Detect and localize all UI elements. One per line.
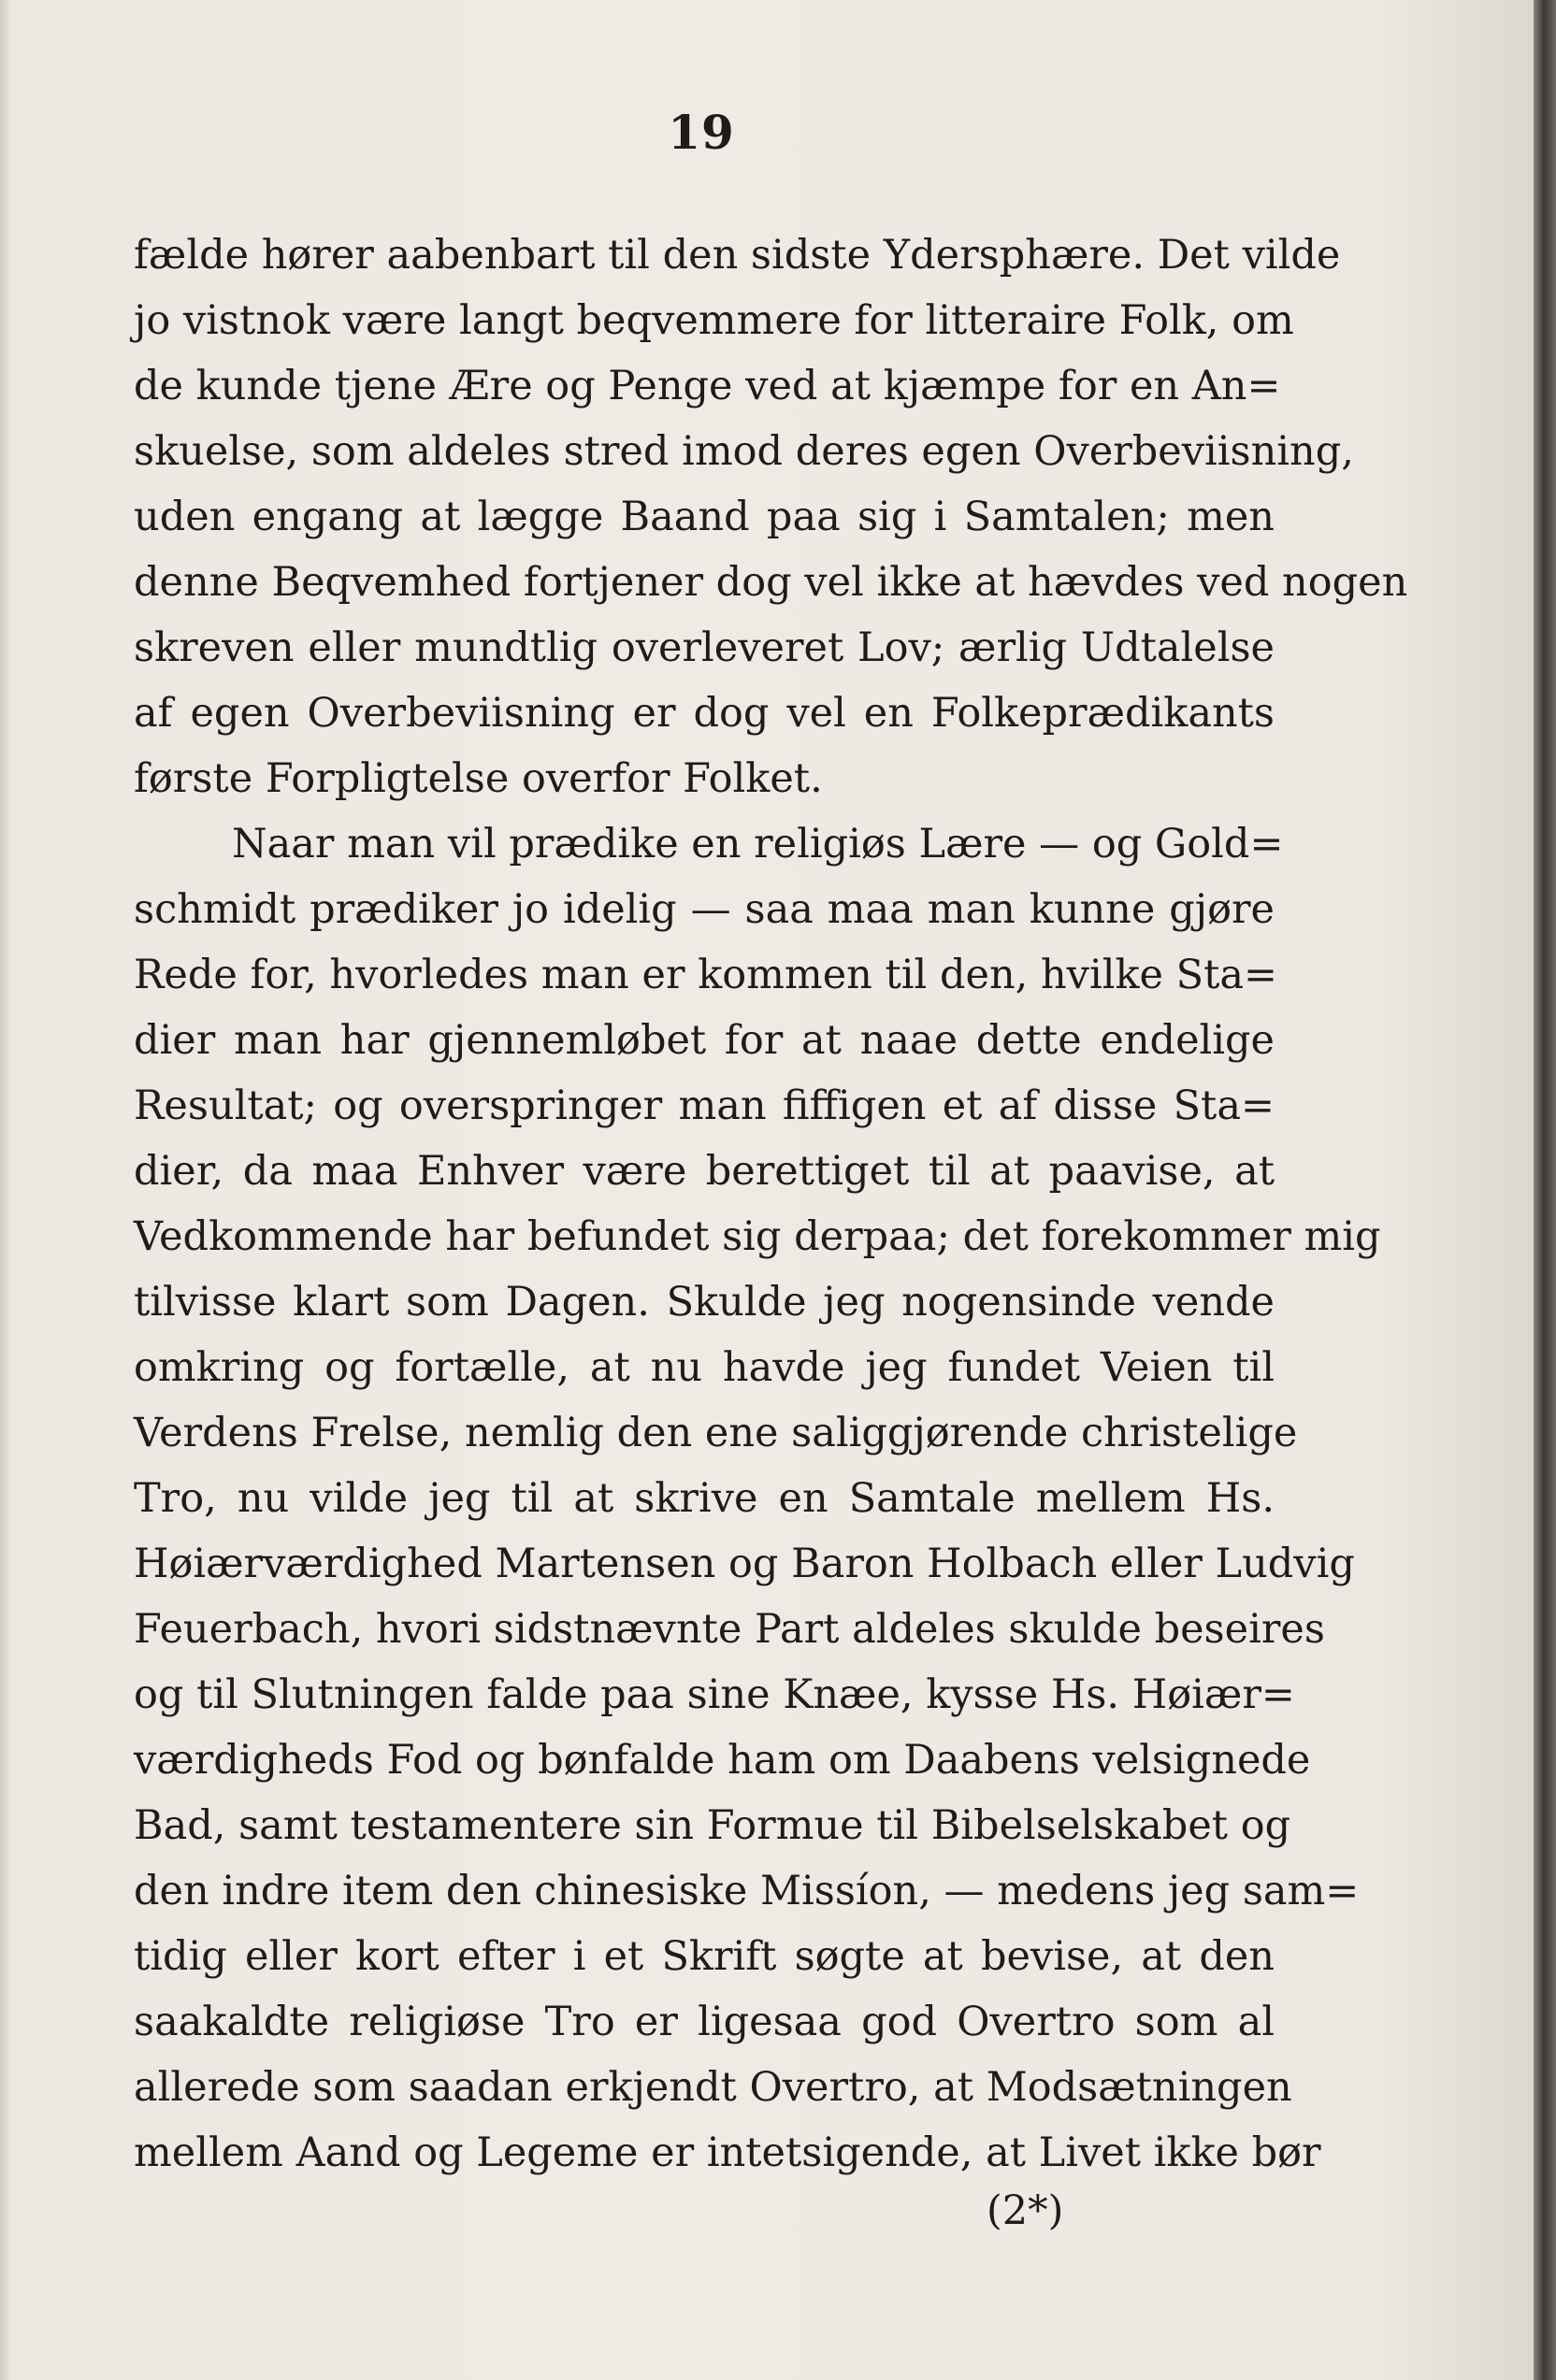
- page-binding-edge: [1534, 0, 1556, 2380]
- text-line: allerede som saadan erkjendt Overtro, at Modsætningen: [134, 2064, 1292, 2111]
- text-line: Vedkommende har befundet sig derpaa; det forekommer mig: [134, 1213, 1381, 1260]
- text-line: og til Slutningen falde paa sine Knæe, kysse Hs. Høiær=: [134, 1671, 1295, 1718]
- text-line: omkring og fortælle, at nu havde jeg fundet Veien til: [134, 1344, 1275, 1391]
- text-line: værdigheds Fod og bønfalde ham om Daabens velsignede: [134, 1737, 1311, 1784]
- page-left-margin-shadow: [0, 0, 9, 2380]
- text-line: skuelse, som aldeles stred imod deres egen Overbeviisning,: [134, 428, 1354, 475]
- page-number: 19: [668, 105, 735, 160]
- text-line: de kunde tjene Ære og Penge ved at kjæmpe for en An=: [134, 363, 1281, 409]
- text-line: skreven eller mundtlig overleveret Lov; ærlig Udtalelse: [134, 624, 1275, 671]
- text-line: Verdens Frelse, nemlig den ene saliggjørende christelige: [134, 1410, 1298, 1456]
- text-line: schmidt prædiker jo idelig — saa maa man kunne gjøre: [134, 886, 1275, 933]
- text-line: uden engang at lægge Baand paa sig i Samtalen; men: [134, 494, 1275, 540]
- text-line: dier, da maa Enhver være berettiget til at paavise, at: [134, 1148, 1275, 1195]
- text-line: tilvisse klart som Dagen. Skulde jeg nogensinde vende: [134, 1279, 1275, 1326]
- text-line: Tro, nu vilde jeg til at skrive en Samtale mellem Hs.: [134, 1475, 1275, 1522]
- text-line: Resultat; og overspringer man fiffigen et af disse Sta=: [134, 1082, 1275, 1129]
- body-text: [134, 222, 1408, 2186]
- text-line: Rede for, hvorledes man er kommen til den, hvilke Sta=: [134, 952, 1278, 998]
- text-line: dier man har gjennemløbet for at naae dette endelige: [134, 1017, 1275, 1064]
- text-line: fælde hører aabenbart til den sidste Ydersphære. Det vilde: [134, 232, 1341, 279]
- text-line: mellem Aand og Legeme er intetsigende, at Livet ikke bør: [134, 2129, 1321, 2176]
- text-line: Bad, samt testamentere sin Formue til Bibelselskabet og: [134, 1802, 1291, 1849]
- paragraph-start-line: Naar man vil prædike en religiøs Lære — og Gold=: [232, 821, 1284, 867]
- text-line: denne Beqvemhed fortjener dog vel ikke at hævdes ved nogen: [134, 559, 1408, 606]
- text-line: Høiærværdighed Martensen og Baron Holbach eller Ludvig: [134, 1541, 1355, 1587]
- text-line: den indre item den chinesiske Missíon, — medens jeg sam=: [134, 1868, 1360, 1914]
- sheet-signature-mark: (2*): [987, 2187, 1064, 2234]
- paragraph-end-line: første Forpligtelse overfor Folket.: [134, 755, 823, 802]
- text-line: jo vistnok være langt beqvemmere for litteraire Folk, om: [134, 297, 1294, 344]
- text-line: saakaldte religiøse Tro er ligesaa god Overtro som al: [134, 1999, 1275, 2045]
- text-line: Feuerbach, hvori sidstnævnte Part aldeles skulde beseires: [134, 1606, 1325, 1653]
- text-line: tidig eller kort efter i et Skrift søgte at bevise, at den: [134, 1933, 1275, 1980]
- text-line: af egen Overbeviisning er dog vel en Folkeprædikants: [134, 690, 1275, 737]
